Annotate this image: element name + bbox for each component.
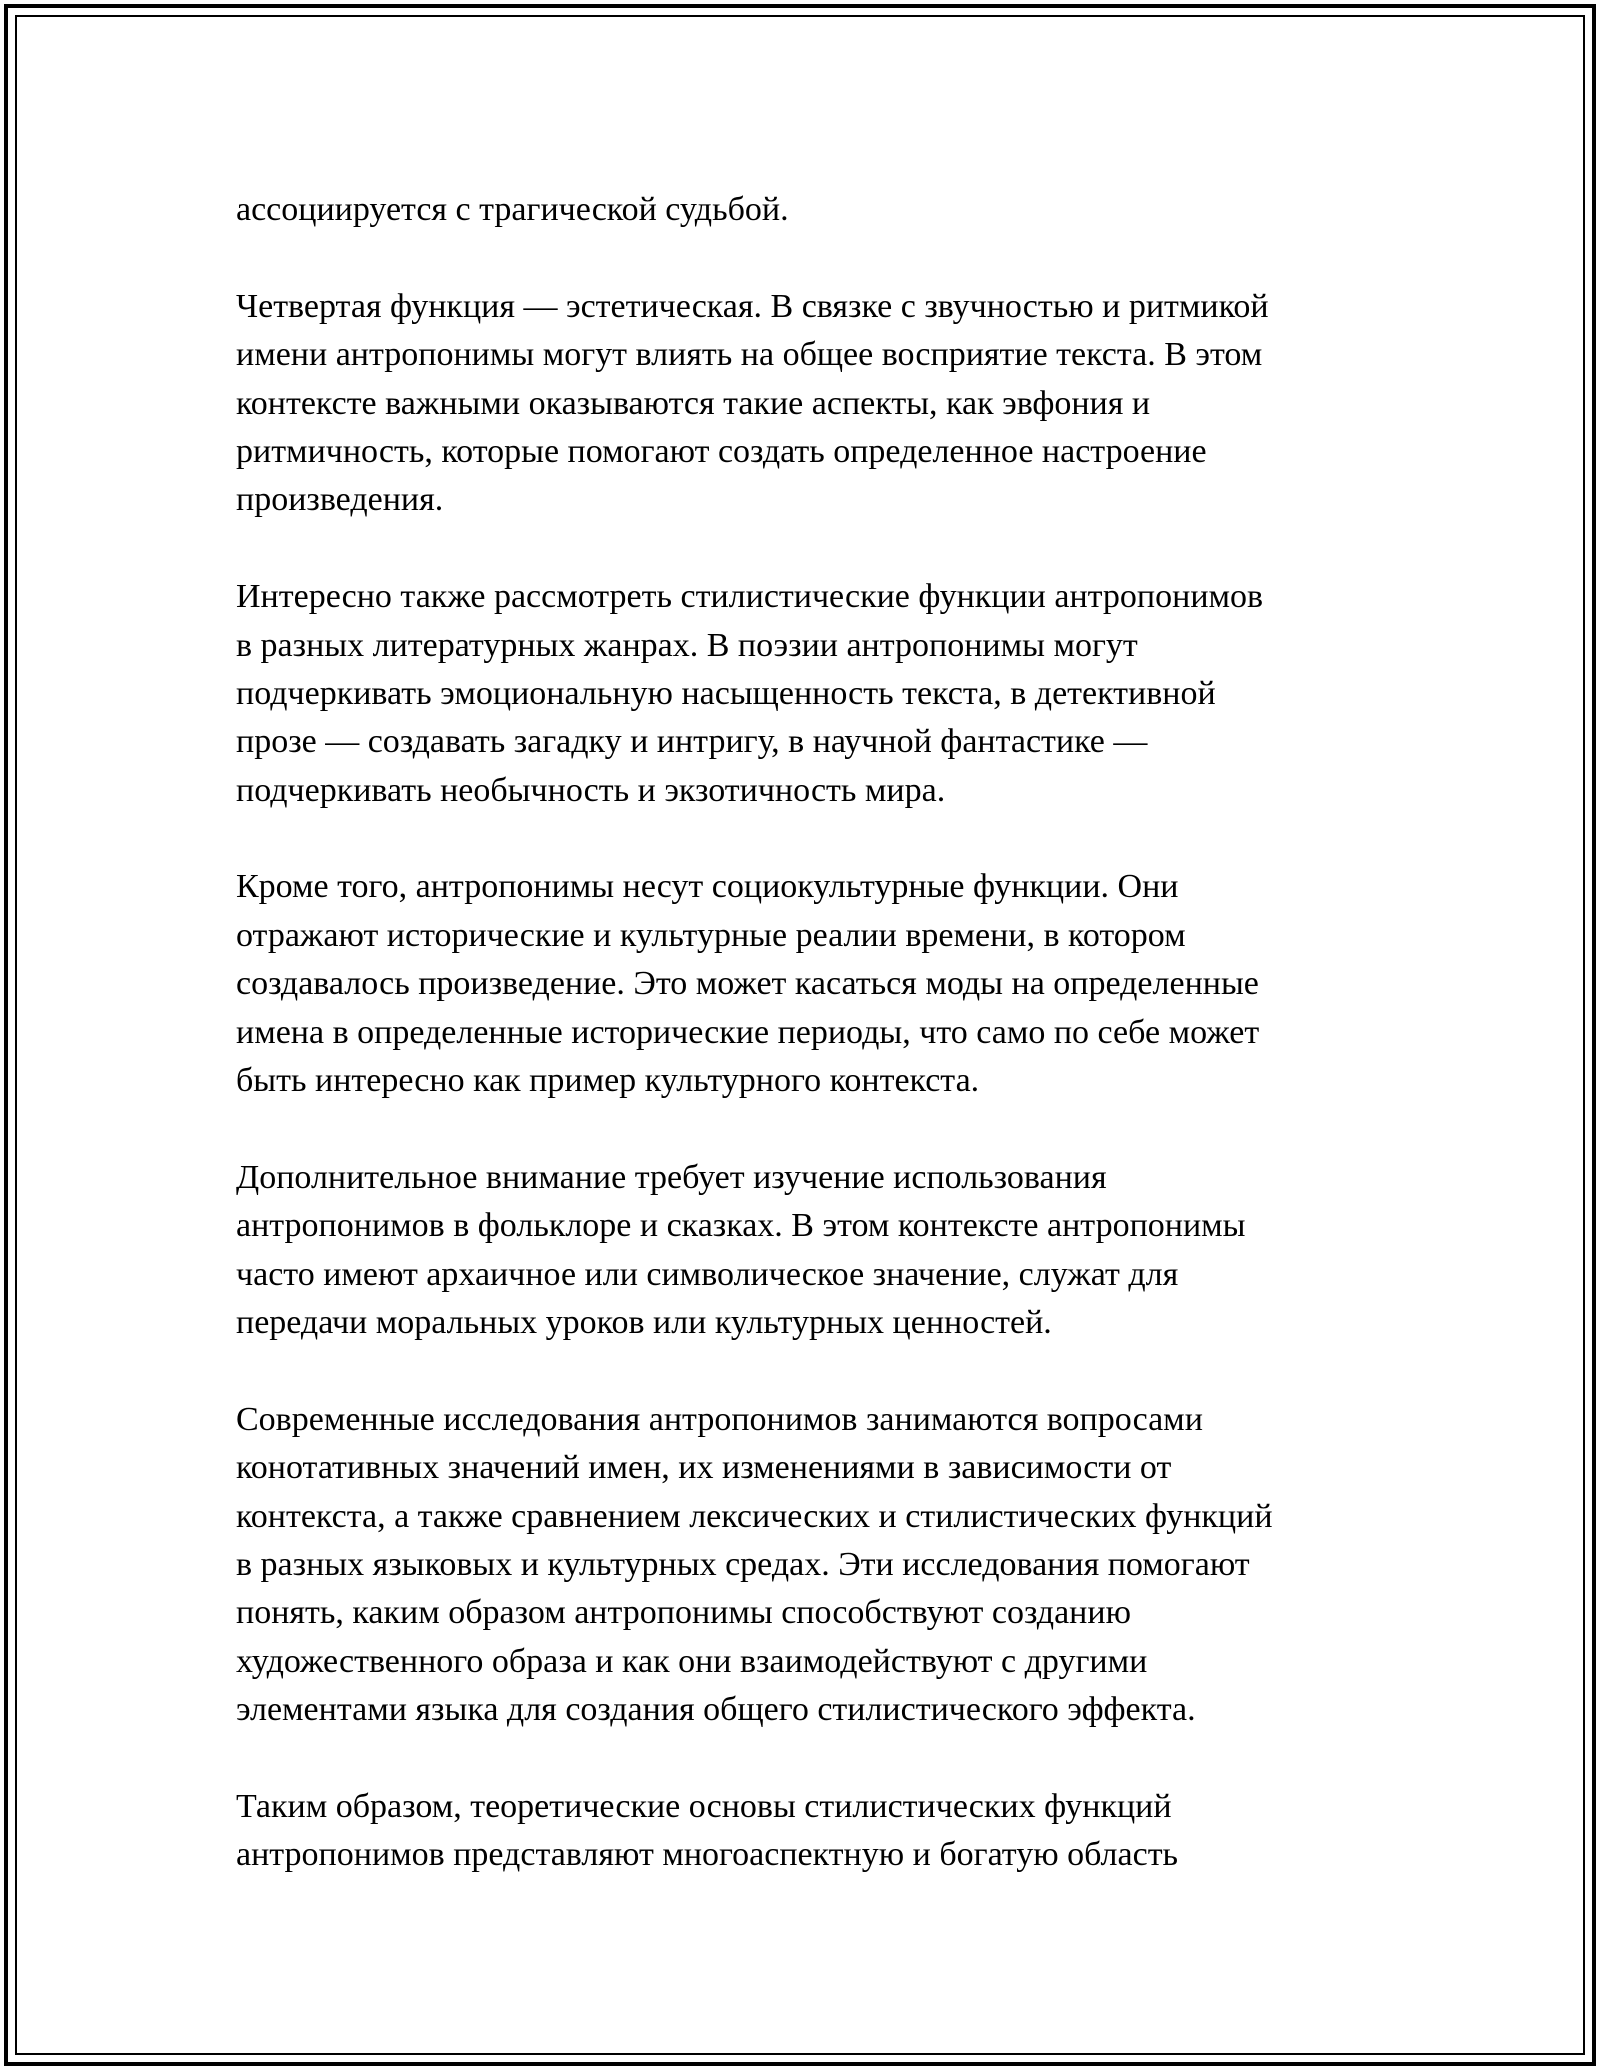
text-line: имени антропонимы могут влиять на общее восприятие текста. В этом [236, 336, 1263, 374]
text-line: Современные исследования антропонимов занимаются вопросами [236, 1400, 1203, 1438]
text-line: Четвертая функция — эстетическая. В связке с звучностью и ритмикой [236, 287, 1269, 325]
text-line: быть интересно как пример культурного контекста. [236, 1062, 980, 1100]
text-line: художественного образа и как они взаимодействуют с другими [236, 1642, 1148, 1680]
text-line: Кроме того, антропонимы несут социокультурные функции. Они [236, 868, 1179, 906]
text-line: в разных литературных жанрах. В поэзии антропонимы могут [236, 626, 1138, 664]
text-line: часто имеют архаичное или символическое значение, служат для [236, 1255, 1179, 1293]
text-line: подчеркивать эмоциональную насыщенность текста, в детективной [236, 674, 1216, 712]
text-line: Интересно также рассмотреть стилистические функции антропонимов [236, 578, 1264, 616]
text-line: имена в определенные исторические периоды, что само по себе может [236, 1013, 1260, 1051]
text-line: создавалось произведение. Это может касаться моды на определенные [236, 965, 1259, 1003]
text-line: передачи моральных уроков или культурных ценностей. [236, 1303, 1052, 1341]
text-line: в разных языковых и культурных средах. Эти исследования помогают [236, 1545, 1250, 1583]
paragraph [236, 863, 1376, 1105]
paragraph [236, 573, 1376, 815]
paragraph [236, 186, 1376, 234]
document-body [236, 186, 1376, 1928]
text-line: ассоциируется с трагической судьбой. [236, 191, 789, 228]
text-line: элементами языка для создания общего стилистического эффекта. [236, 1691, 1196, 1729]
text-line: контексте важными оказываются такие аспекты, как эвфония и [236, 384, 1151, 422]
text-line: контекста, а также сравнением лексических и стилистических функций [236, 1497, 1273, 1535]
paragraph [236, 1396, 1376, 1735]
text-line: подчеркивать необычность и экзотичность мира. [236, 771, 946, 809]
text-line: прозе — создавать загадку и интригу, в научной фантастике — [236, 723, 1148, 761]
text-line: ритмичность, которые помогают создать определенное настроение [236, 432, 1207, 470]
paragraph [236, 283, 1376, 525]
text-line: конотативных значений имен, их изменениями в зависимости от [236, 1449, 1172, 1487]
paragraph [236, 1154, 1376, 1348]
paragraph [236, 1783, 1376, 1880]
text-line: Таким образом, теоретические основы стилистических функций [236, 1787, 1172, 1825]
text-line: отражают исторические и культурные реалии времени, в котором [236, 916, 1186, 954]
text-line: антропонимов представляют многоаспектную и богатую область [236, 1836, 1179, 1874]
text-line: антропонимов в фольклоре и сказках. В этом контексте антропонимы [236, 1207, 1246, 1245]
text-line: понять, каким образом антропонимы способствуют созданию [236, 1594, 1131, 1632]
text-line: Дополнительное внимание требует изучение использования [236, 1158, 1107, 1196]
text-line: произведения. [236, 481, 444, 519]
